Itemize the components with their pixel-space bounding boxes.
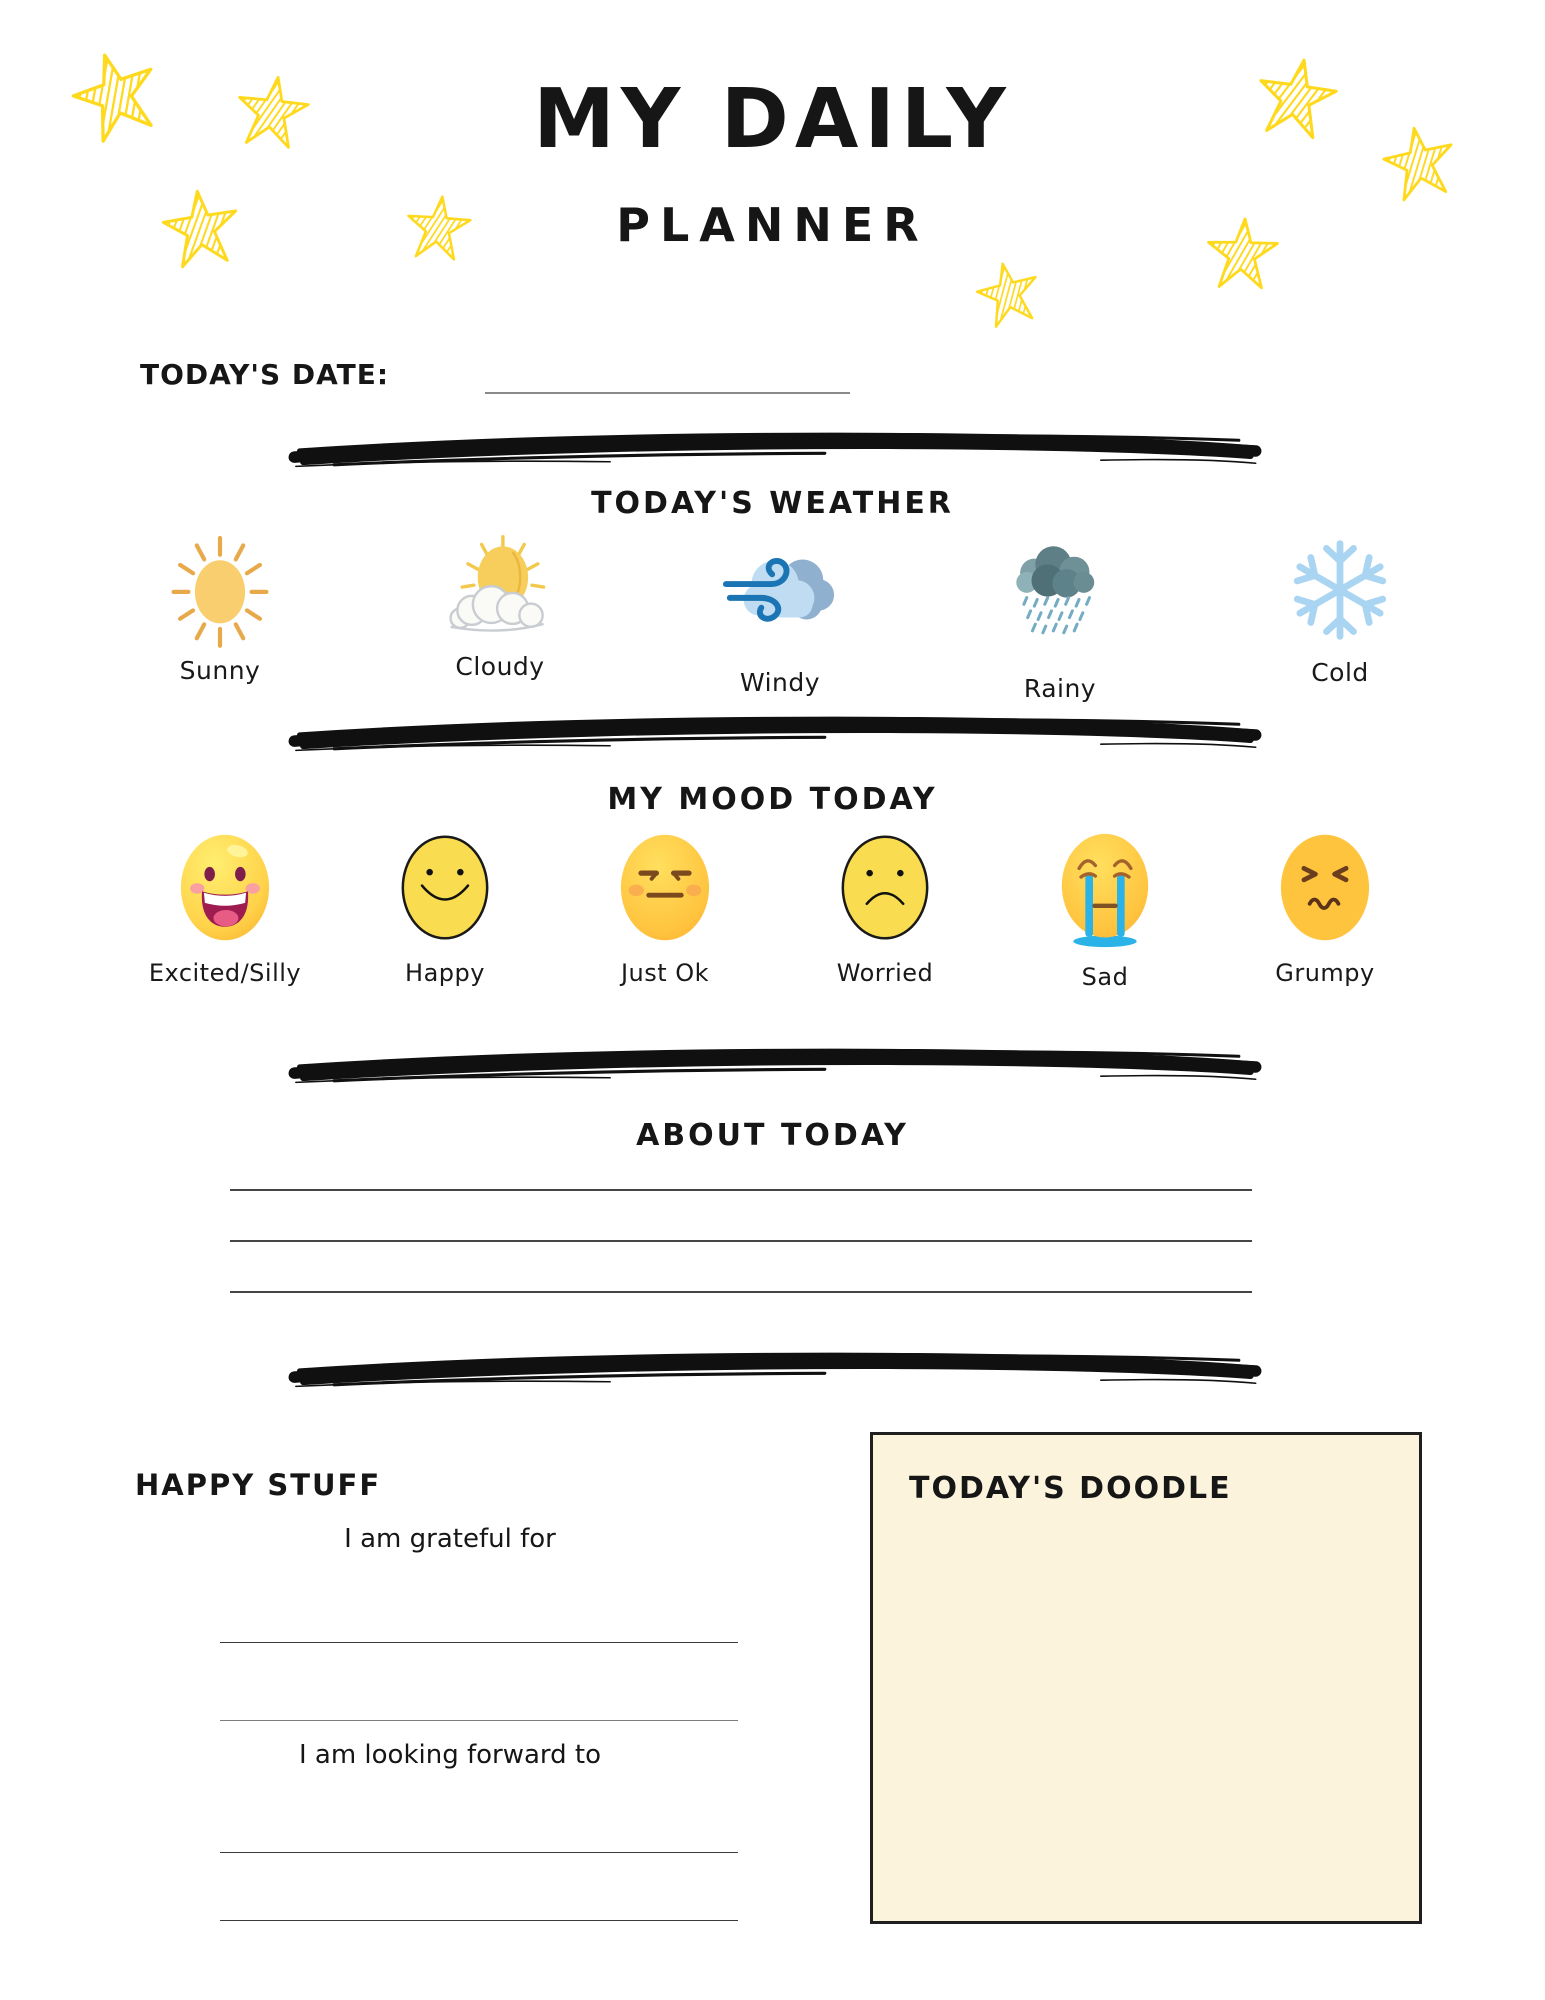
about-heading: ABOUT TODAY (636, 1118, 909, 1153)
sun-behind-cloud-icon (437, 527, 563, 653)
weather-option-label: Sunny (179, 656, 261, 685)
mood-option-excited-silly[interactable] (115, 830, 335, 991)
neutral-face-icon (617, 830, 713, 945)
forward-line-2[interactable] (220, 1920, 738, 1921)
grateful-prompt: I am grateful for (344, 1524, 556, 1554)
mood-option-just-ok[interactable] (555, 830, 775, 991)
brush-divider (140, 428, 1410, 474)
grumpy-face-icon (1277, 830, 1373, 945)
grateful-line-2[interactable] (220, 1720, 738, 1721)
mood-option-worried[interactable] (775, 830, 995, 991)
doodle-heading: TODAY'S DOODLE (909, 1471, 1232, 1506)
weather-option-cloudy[interactable] (360, 524, 640, 703)
mood-option-happy[interactable] (335, 830, 555, 991)
happy-face-icon (397, 830, 493, 945)
date-input-line[interactable] (485, 392, 850, 394)
snowflake-icon (1282, 532, 1398, 648)
weather-option-rainy[interactable] (920, 524, 1200, 703)
mood-options (115, 830, 1435, 991)
page-subtitle: PLANNER (616, 198, 929, 252)
date-label: TODAY'S DATE: (140, 358, 390, 391)
mood-option-grumpy[interactable] (1215, 830, 1435, 991)
forward-prompt: I am looking forward to (298, 1740, 602, 1770)
about-line-1[interactable] (230, 1189, 1252, 1191)
mood-option-label: Sad (1081, 963, 1129, 991)
about-line-3[interactable] (230, 1291, 1252, 1293)
weather-heading: TODAY'S WEATHER (591, 486, 954, 521)
happy-stuff-heading: HAPPY STUFF (135, 1468, 382, 1502)
weather-option-label: Cloudy (455, 652, 545, 681)
mood-option-label: Excited/Silly (148, 959, 302, 987)
brush-divider (140, 1044, 1410, 1090)
crying-face-icon (1057, 830, 1153, 949)
doodle-box[interactable] (870, 1432, 1422, 1924)
worried-face-icon (837, 830, 933, 945)
about-line-2[interactable] (230, 1240, 1252, 1242)
weather-option-label: Windy (739, 668, 821, 697)
wind-cloud-icon (716, 531, 844, 649)
weather-option-label: Rainy (1023, 674, 1097, 703)
weather-options (80, 524, 1480, 703)
mood-option-label: Worried (836, 959, 934, 987)
sun-icon (164, 525, 276, 655)
excited-face-icon (177, 830, 273, 945)
mood-option-label: Happy (405, 959, 485, 987)
star-icon (967, 253, 1048, 334)
mood-option-label: Just Ok (620, 959, 710, 987)
forward-line-1[interactable] (220, 1852, 738, 1853)
page-title: MY DAILY (533, 72, 1012, 167)
weather-option-cold[interactable] (1200, 524, 1480, 703)
brush-divider (140, 1348, 1410, 1394)
mood-heading: MY MOOD TODAY (607, 782, 938, 817)
weather-option-windy[interactable] (640, 524, 920, 703)
weather-option-label: Cold (1311, 658, 1369, 687)
mood-option-sad[interactable] (995, 830, 1215, 991)
weather-option-sunny[interactable] (80, 524, 360, 703)
grateful-line-1[interactable] (220, 1642, 738, 1643)
mood-option-label: Grumpy (1275, 959, 1375, 987)
brush-divider (140, 712, 1410, 758)
rain-cloud-icon (998, 533, 1122, 647)
